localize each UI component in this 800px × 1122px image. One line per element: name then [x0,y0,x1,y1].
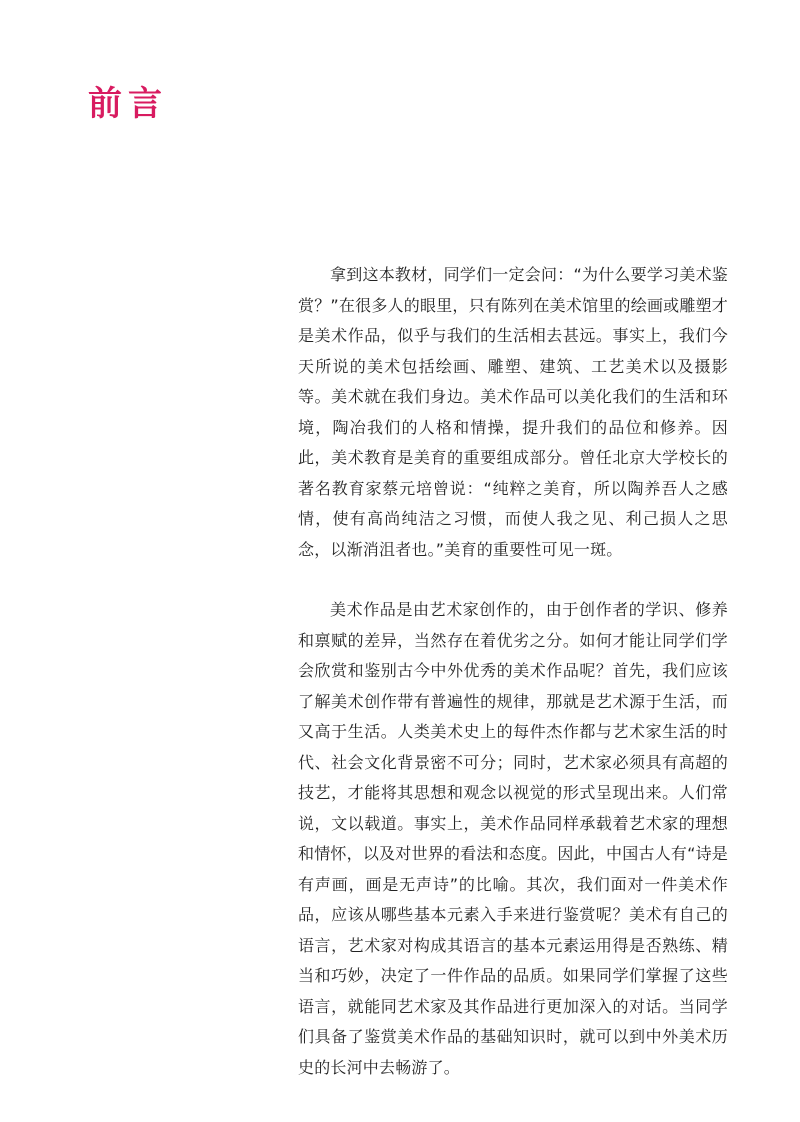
paragraph-2: 美术作品是由艺术家创作的，由于创作者的学识、修养和禀赋的差异，当然存在着优劣之分。如何才能让同学们学会欣赏和鉴别古今中外优秀的美术作品呢？首先，我们应该了解美术创作带有普遍性的规律，那就是艺术源于生活，而又高于生活。人类美术史上的每件杰作都与艺术家生活的时代、社会文化背景密不可分；同时，艺术家必须具有高超的技艺，才能将其思想和观念以视觉的形式呈现出来。人们常说，文以载道。事实上，美术作品同样承载着艺术家的理想和情怀，以及对世界的看法和态度。因此，中国古人有“诗是有声画，画是无声诗”的比喻。其次，我们面对一件美术作品，应该从哪些基本元素入手来进行鉴赏呢？美术有自己的语言，艺术家对构成其语言的基本元素运用得是否熟练、精当和巧妙，决定了一件作品的品质。如果同学们掌握了这些语言，就能同艺术家及其作品进行更加深入的对话。当同学们具备了鉴赏美术作品的基础知识时，就可以到中外美术历史的长河中去畅游了。 [298,600,728,1077]
preface-body [298,260,728,1083]
paragraph-1: 拿到这本教材，同学们一定会问：“为什么要学习美术鉴赏？”在很多人的眼里，只有陈列在美术馆里的绘画或雕塑才是美术作品，似乎与我们的生活相去甚远。事实上，我们今天所说的美术包括绘画、雕塑、建筑、工艺美术以及摄影等。美术就在我们身边。美术作品可以美化我们的生活和环境，陶冶我们的人格和情操，提升我们的品位和修养。因此，美术教育是美育的重要组成部分。曾任北京大学校长的著名教育家蔡元培曾说：“纯粹之美育，所以陶养吾人之感情，使有高尚纯洁之习惯，而使人我之见、利己损人之思念，以渐消沮者也。”美育的重要性可见一斑。 [298,265,728,559]
page-title: 前言 [88,84,168,124]
